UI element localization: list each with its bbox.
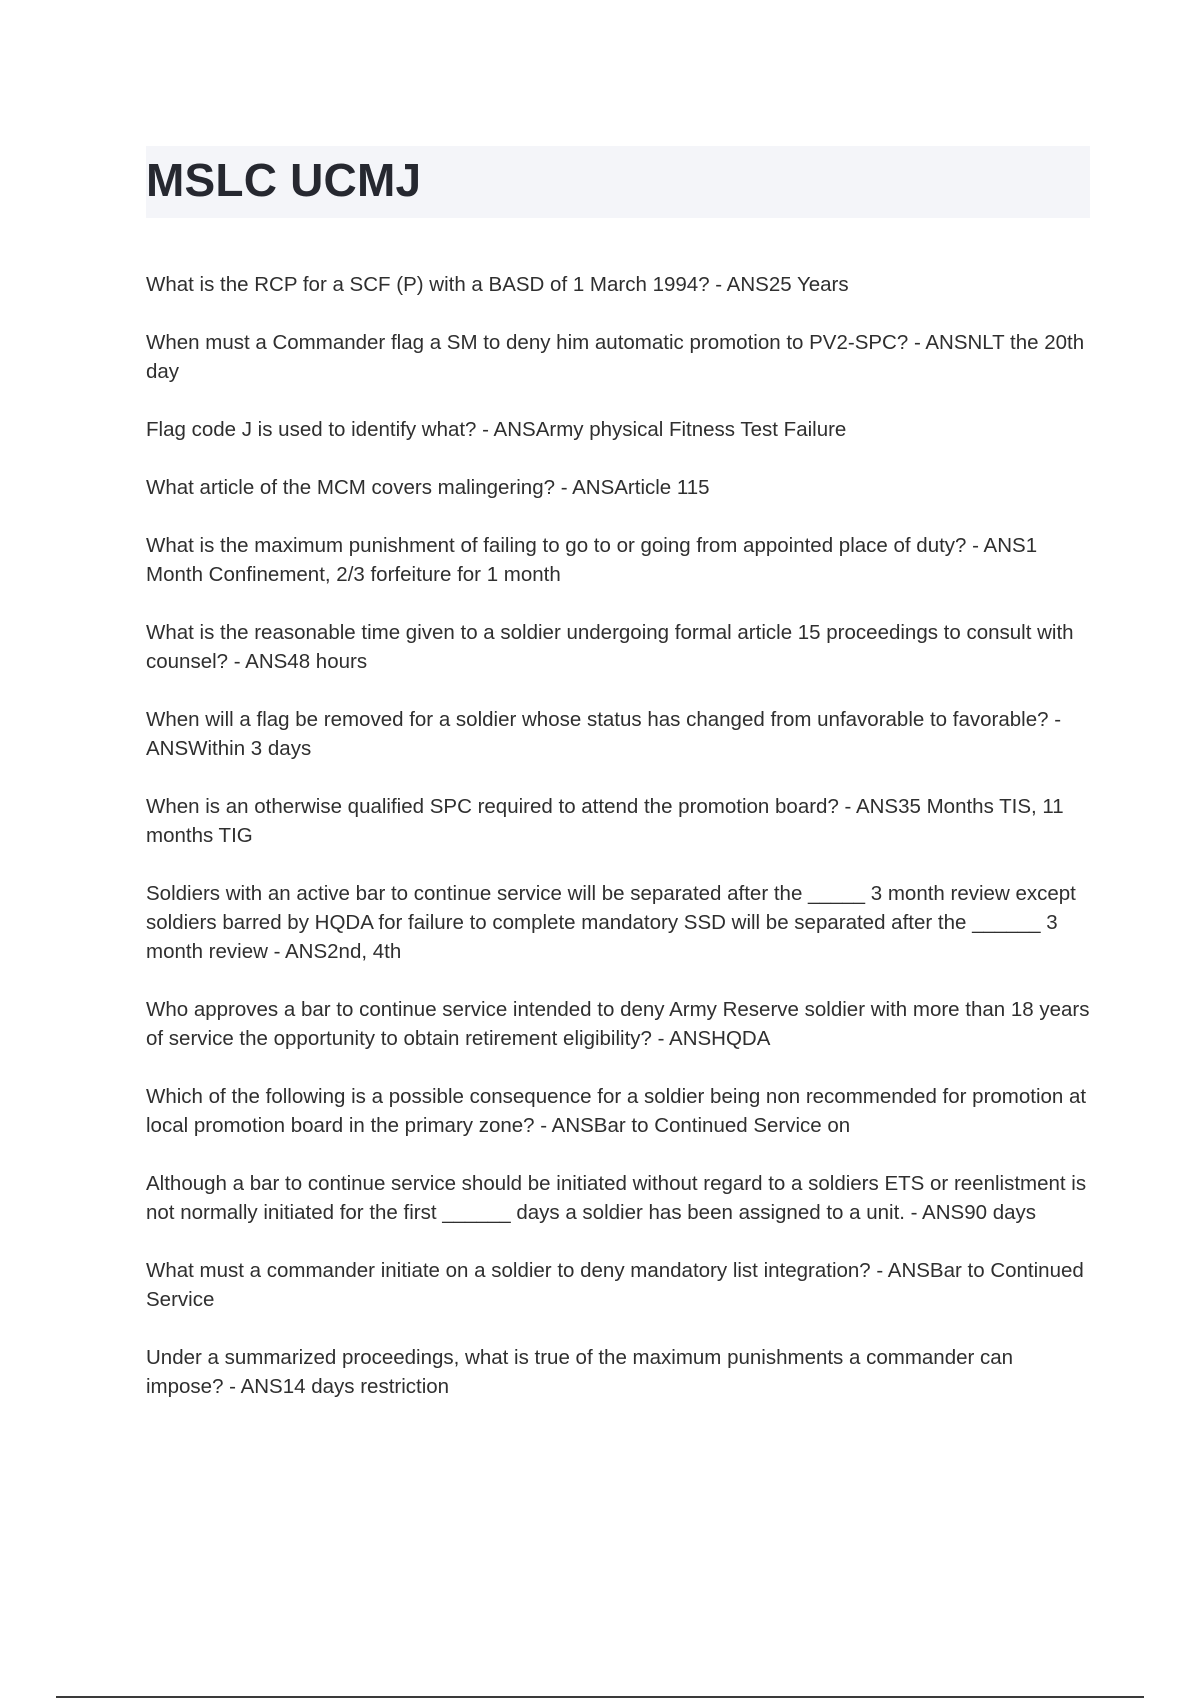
document-title: MSLC UCMJ xyxy=(146,154,422,206)
qa-item: What is the maximum punishment of failing to go to or going from appointed place of duty? - ANS1 Month Confinement, 2/3 forfeiture for 1 month xyxy=(146,534,1038,586)
title-block xyxy=(146,146,1090,218)
qa-item: Soldiers with an active bar to continue service will be separated after the _____ 3 month review except soldiers barred by HQDA for failure to complete mandatory SSD will be separated after the ______ 3 month review - ANS2nd, 4th xyxy=(146,882,1076,963)
qa-item: What is the reasonable time given to a soldier undergoing formal article 15 proceedings to consult with counsel? - ANS48 hours xyxy=(146,621,1074,673)
qa-item: Who approves a bar to continue service intended to deny Army Reserve soldier with more than 18 years of service the opportunity to obtain retirement eligibility? - ANSHQDA xyxy=(146,998,1090,1050)
qa-item: What is the RCP for a SCF (P) with a BASD of 1 March 1994? - ANS25 Years xyxy=(146,273,849,296)
qa-item: When is an otherwise qualified SPC required to attend the promotion board? - ANS35 Months TIS, 11 months TIG xyxy=(146,795,1064,847)
qa-item: When must a Commander flag a SM to deny him automatic promotion to PV2-SPC? - ANSNLT the 20th day xyxy=(146,331,1085,383)
qa-list xyxy=(146,270,1090,1430)
qa-item: What must a commander initiate on a soldier to deny mandatory list integration? - ANSBar to Continued Service xyxy=(146,1259,1084,1311)
qa-item: Which of the following is a possible consequence for a soldier being non recommended for promotion at local promotion board in the primary zone? - ANSBar to Continued Service on xyxy=(146,1085,1087,1137)
qa-item: Although a bar to continue service should be initiated without regard to a soldiers ETS or reenlistment is not normally initiated for the first ______ days a soldier has been assigned to a unit. - ANS90 days xyxy=(146,1172,1087,1224)
qa-item: What article of the MCM covers malingering? - ANSArticle 115 xyxy=(146,476,710,499)
qa-item: Flag code J is used to identify what? - ANSArmy physical Fitness Test Failure xyxy=(146,418,847,441)
qa-item: When will a flag be removed for a soldier whose status has changed from unfavorable to favorable? - ANSWithin 3 days xyxy=(146,708,1062,760)
footer-divider xyxy=(56,1696,1144,1698)
qa-item: Under a summarized proceedings, what is true of the maximum punishments a commander can impose? - ANS14 days restriction xyxy=(146,1346,1014,1398)
